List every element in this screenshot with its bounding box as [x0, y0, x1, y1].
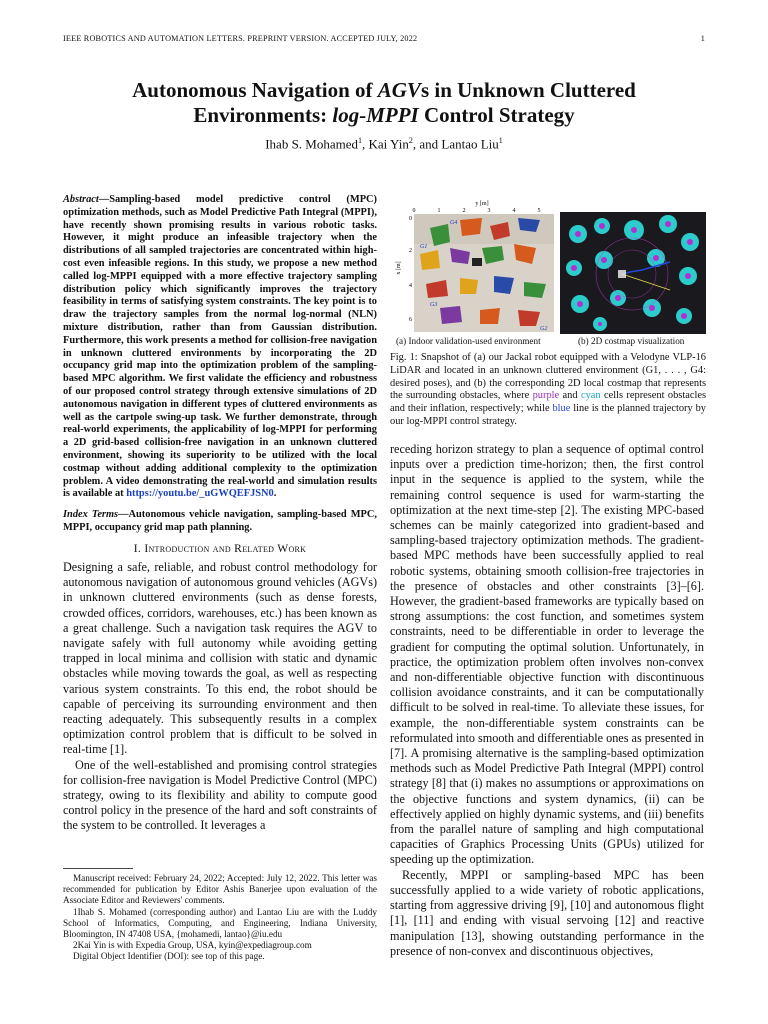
environment-photo-image — [390, 198, 556, 348]
title-text: Autonomous Navigation of — [132, 78, 378, 102]
title-text: Control Strategy — [418, 103, 575, 127]
paper-title — [60, 78, 708, 128]
index-terms-lead: Index Terms — [63, 509, 119, 521]
goal-label: G2 — [540, 326, 548, 332]
robot-marker — [472, 258, 482, 266]
abstract-lead: Abstract — [63, 194, 99, 205]
caption-text: line is the planned trajectory by our log-MPPI control strategy. — [390, 403, 706, 427]
title-line-2 — [60, 103, 708, 128]
author-affiliation: 2 — [408, 136, 413, 145]
caption-text: Fig. 1: Snapshot of (a) our Jackal robot equipped with a Velodyne VLP-16 LiDAR and located in an unknown cluttered environment (G1, . . . , G4: desired poses), and (b) the corresponding 2D local costmap that represents the surrounding obstacles, where — [390, 352, 706, 402]
author-name: Lantao Liu — [441, 136, 499, 152]
author-separator: , and — [412, 136, 442, 152]
goal-label: G3 — [430, 302, 438, 308]
footnote-rule — [63, 868, 133, 869]
title-emphasis: AGV — [377, 78, 421, 102]
caption-purple-word: purple — [532, 390, 560, 402]
title-text: s in Unknown Cluttered — [420, 78, 636, 102]
abstract-end: . — [273, 488, 277, 500]
body-paragraph: Recently, MPPI or sampling-based MPC has been successfully applied to a wide variety of robotic applications, starting from aggressive driving [9], [10] and autonomous flight [1], [11] and ending with visual servoing [12] and reactive manipulation [13], showing outstanding performance in the presence of non-convex and discontinuous objectives, — [390, 867, 704, 958]
left-column — [63, 194, 377, 834]
figure-1 — [390, 198, 706, 348]
author-name: Ihab S. Mohamed — [265, 136, 359, 152]
x-tick: 1 — [437, 208, 441, 214]
y-tick: 4 — [409, 283, 412, 289]
index-terms — [63, 509, 377, 535]
axis-top-label: y [m] — [475, 201, 489, 207]
index-terms-text: —Autonomous vehicle navigation, sampling-based MPC, MPPI, occupancy grid map path planning. — [63, 509, 377, 533]
goal-label: G4 — [450, 220, 458, 226]
body-paragraph: One of the well-established and promising control strategies for collision-free navigation is Model Predictive Control (MPC) strategy, owing to its flexibility and ability to compute good control policy in the presence of the hard and soft constraints of the system to be controlled. It leverages a — [63, 757, 377, 833]
author-name: Kai Yin — [368, 136, 409, 152]
body-paragraph: Designing a safe, reliable, and robust control methodology for autonomous navigation of autonomous ground vehicles (AGVs) in unknown cluttered environments (such as dense forests, crowded offices, corridors, warehouses, etc.) has been known as a great challenge. Such a navigation task requires the AGV to navigate safely with full autonomy while avoiding getting trapped in local minima and collision with static and dynamic obstacles while moving towards the goal, as well as respecting various system constraints. To this end, the robot should be capable of perceiving its surrounding environment and then reacting adequately. This subsequently results in a complex optimization control problem that is difficult to be solved in real-time [1]. — [63, 559, 377, 757]
costmap-image — [560, 212, 706, 334]
footnote-manuscript: Manuscript received: February 24, 2022; Accepted: July 12, 2022. This letter was recommended for publication by Editor Ashis Banerjee upon evaluation of the Associate Editor and Reviewers' comments. — [63, 873, 377, 906]
footnotes — [63, 868, 377, 963]
footnote-affiliation-1: 1Ihab S. Mohamed (corresponding author) and Lantao Liu are with the Luddy School of Informatics, Computing, and Engineering, Indiana University, Bloomington, IN 47408 USA, {mohamedi, lantao}@iu.edu — [63, 906, 377, 940]
caption-text: and — [559, 390, 581, 402]
subcaption-b: (b) 2D costmap visualization — [578, 336, 685, 346]
y-tick: 2 — [409, 248, 412, 254]
title-line-1 — [60, 78, 708, 103]
author-separator: , — [362, 136, 369, 152]
running-header — [63, 34, 705, 46]
subfigure-environment-photo — [390, 198, 556, 348]
video-link[interactable]: https://youtu.be/_uGWQEFJSN0 — [126, 488, 274, 500]
body-paragraph: receding horizon strategy to plan a sequence of optimal control inputs over a prediction time-horizon; then, the first control input in the sequence is applied to the system, while the remaining control sequence is used for warm-starting the optimization at the next time-step [2]. The existing MPC-based schemes can be mainly categorized into gradient-based and sampling-based trajectory optimization methods. The gradient-based MPC methods have been successfully applied to real robotic systems, obtaining smooth collision-free trajectories in the presence of obstacles and other constraints [3]–[6]. However, the gradient-based frameworks are typically based on strong assumptions: the cost function, and sometimes system constraints, need to be differentiable in order to leverage the gradient for computing the optimal solution. Unfortunately, in practice, the optimization problem often involves non-convex and non-differentiable objective function with discontinuous collision avoidance constraints, and it can be computationally difficult to be solved in real-time. To alleviate these issues, for example, the non-differentiable system constraints can be reformulated into smooth and differentiable ones as presented in [7]. A promising alternative is the sampling-based optimization methods such as Model Predictive Path Integral (MPPI) control strategy [8] that (i) makes no assumptions or approximations on the objective functions and system dynamics, (ii) can be effectively applied on highly dynamic systems, and (iii) benefits from the parallel nature of sampling and high computational capacities of Graphics Processing Units (GPUs) utilized for speeding up the optimization. — [390, 442, 704, 867]
section-number: I. — [133, 541, 142, 555]
axis-left-label: x [m] — [396, 261, 402, 275]
caption-text: cells represent obstacles and their inflation, respectively; while — [390, 390, 706, 415]
author-affiliation: 1 — [358, 136, 363, 145]
right-column — [390, 442, 704, 959]
abstract — [63, 194, 377, 501]
section-heading — [63, 541, 377, 556]
x-tick: 3 — [487, 208, 491, 214]
footnote-doi: Digital Object Identifier (DOI): see top of this page. — [73, 951, 265, 962]
x-tick: 2 — [462, 208, 466, 214]
y-tick: 6 — [409, 317, 412, 323]
subcaption-a: (a) Indoor validation-used environment — [396, 336, 541, 346]
journal-name: IEEE ROBOTICS AND AUTOMATION LETTERS. PREPRINT VERSION. ACCEPTED JULY, 2022 — [63, 34, 418, 43]
title-text: Environments: — [193, 103, 333, 127]
x-tick: 4 — [512, 208, 516, 214]
abstract-text: —Sampling-based model predictive control (MPC) optimization methods, such as Model Predictive Path Integral (MPPI), have recently shown promising results in various robotic tasks. However, it might produce an infeasible trajectory when the distributions of all sampled trajectories are concentrated within high-cost even infeasible regions. In this study, we propose a new method called log-MPPI equipped with a more effective trajectory sampling distribution policy which significantly improves the trajectory feasibility in terms of satisfying system constraints. The key point is to draw the trajectory samples from the normal log-normal (NLN) mixture distribution, rather than from Gaussian distribution. Furthermore, this work presents a method for collision-free navigation in unknown cluttered environments by incorporating the 2D occupancy grid map into the optimization problem of the sampling-based MPC algorithm. We first validate the efficiency and robustness of our proposed control strategy through extensive simulations of 2D autonomous navigation in different types of cluttered environments as well as the cartpole swing-up task. We further demonstrate, through real-world experiments, the applicability of log-MPPI for performing a 2D grid-based collision-free navigation in an unknown cluttered environment, showing its superiority to be utilized with the local costmap without adding additional complexity to the optimization problem. A video demonstrating the real-world and simulation results is available at — [63, 194, 377, 500]
caption-cyan-word: cyan — [580, 390, 601, 402]
author-list — [60, 136, 708, 152]
section-title: Introduction and Related Work — [144, 541, 307, 555]
figure-caption — [390, 352, 706, 429]
title-emphasis: log-MPPI — [332, 103, 419, 127]
subfigure-costmap — [560, 212, 706, 348]
x-tick: 0 — [412, 208, 416, 214]
page-number: 1 — [700, 34, 705, 43]
y-tick: 0 — [409, 216, 412, 222]
author-affiliation: 1 — [498, 136, 503, 145]
robot-footprint — [618, 270, 626, 278]
goal-label: G1 — [420, 244, 428, 250]
caption-blue-word: blue — [552, 403, 571, 415]
footnote-affiliation-2: 2Kai Yin is with Expedia Group, USA, kyin@expediagroup.com — [73, 940, 312, 951]
x-tick: 5 — [537, 208, 541, 214]
